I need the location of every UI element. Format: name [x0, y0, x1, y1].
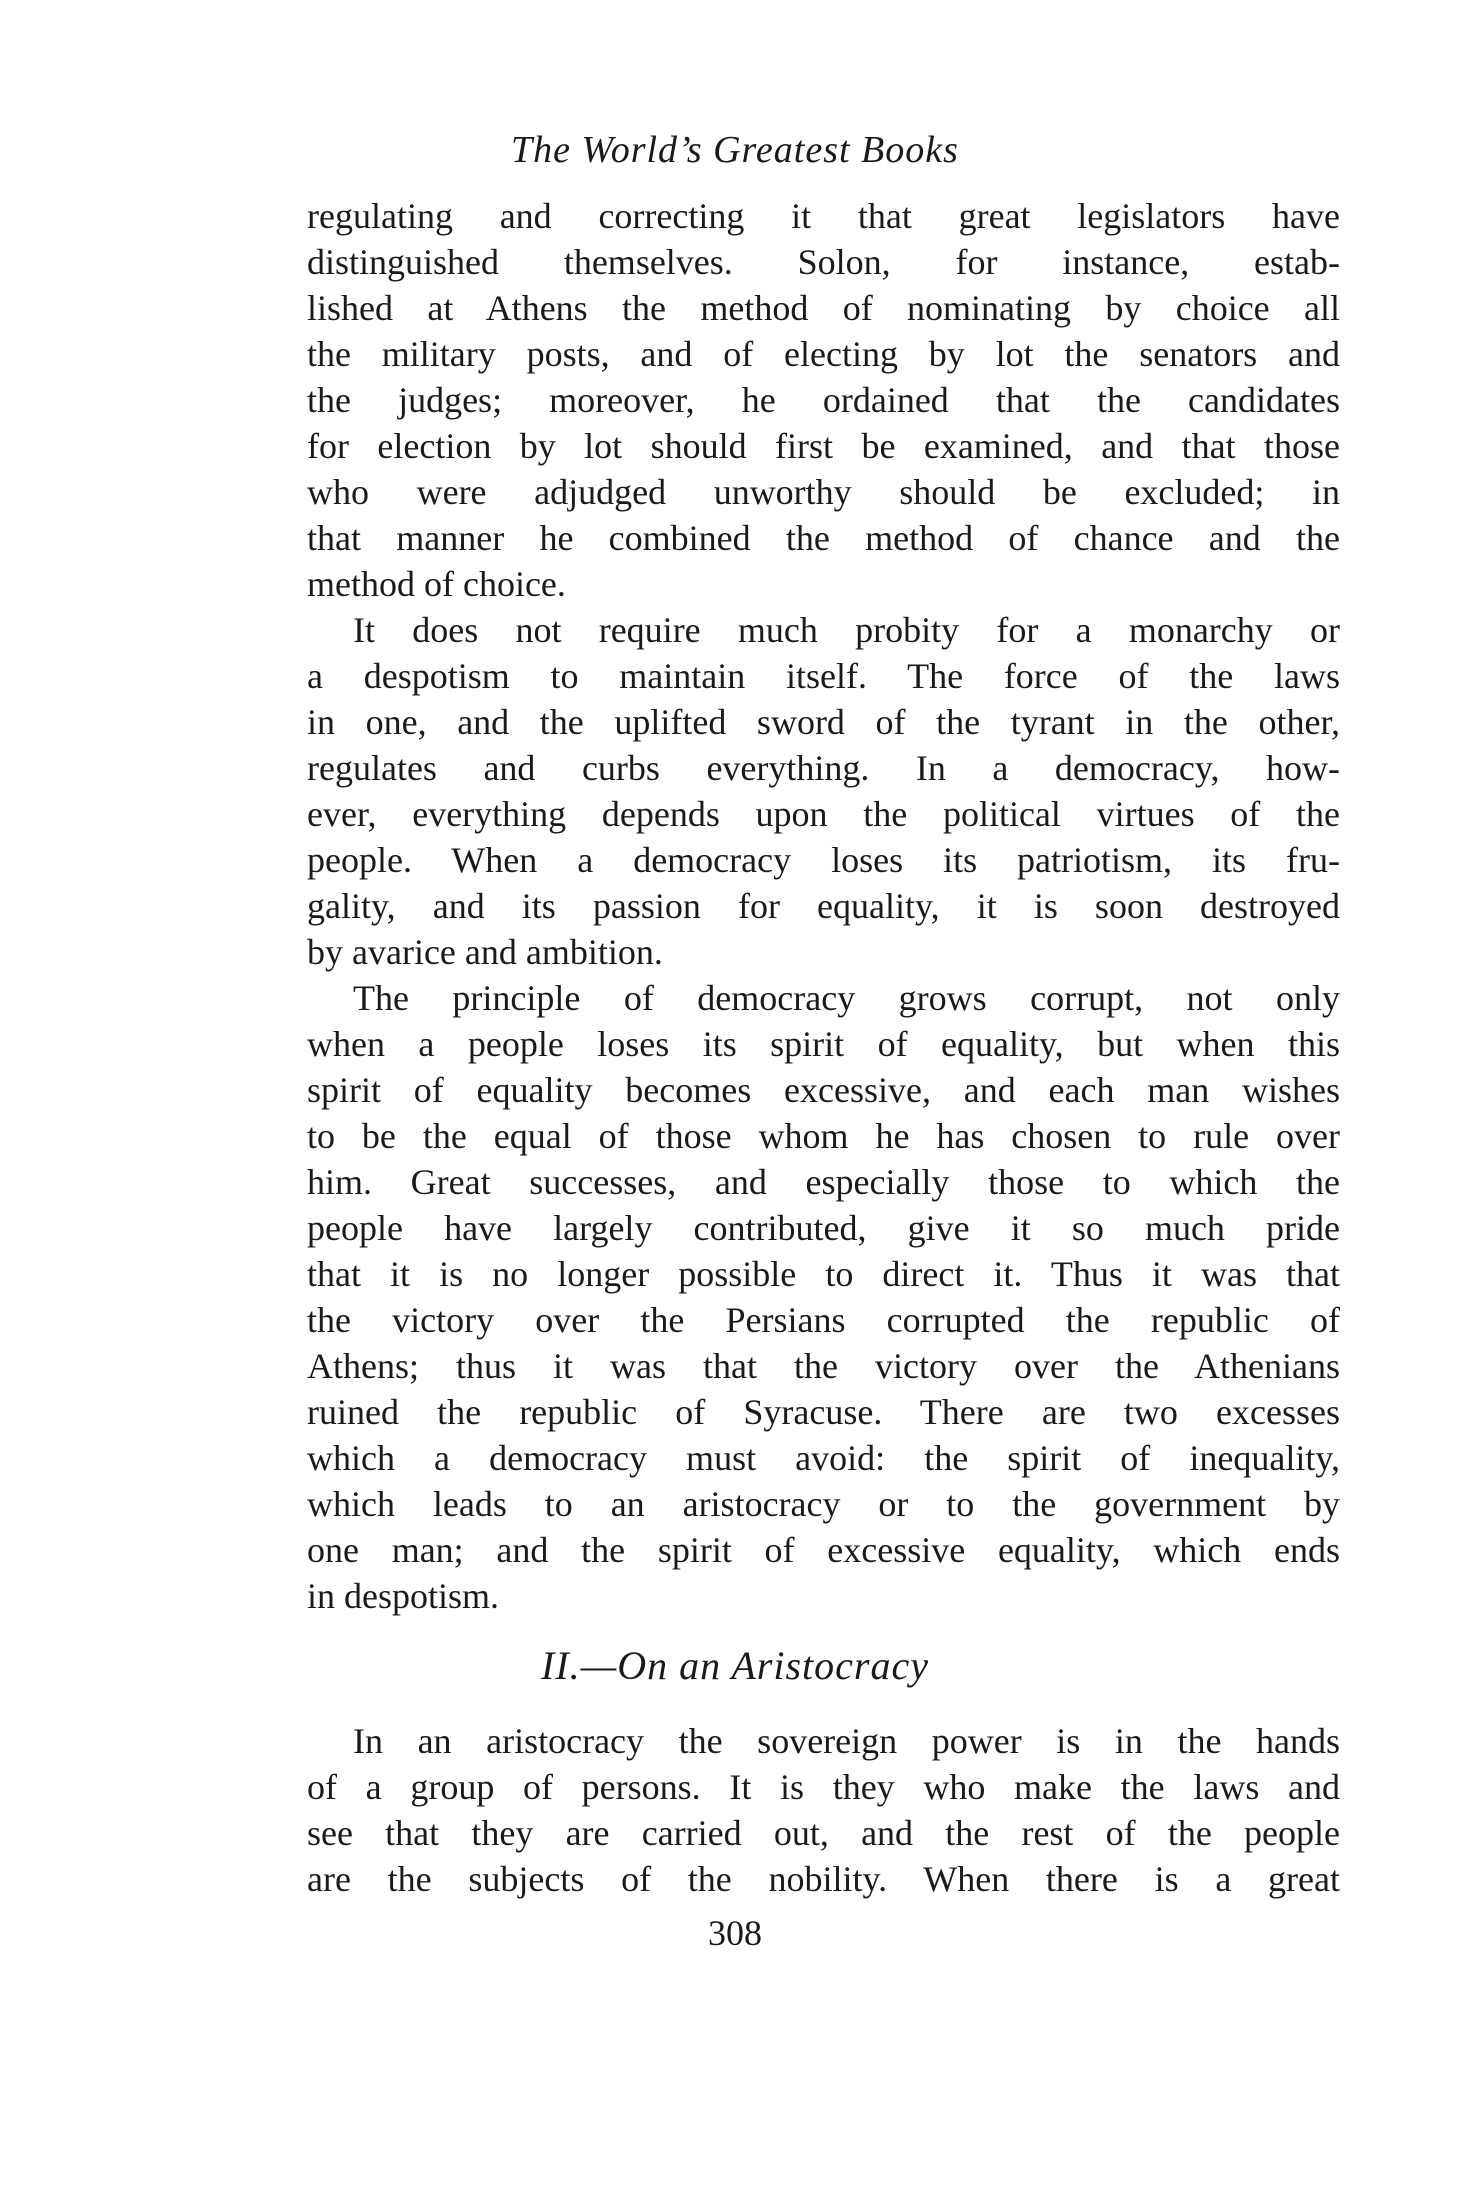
text-line: The principle of democracy grows corrupt, not only — [353, 978, 1340, 1018]
text-line: In an aristocracy the sovereign power is in the hands — [353, 1721, 1340, 1761]
text-line: method of choice. — [307, 564, 566, 604]
text-line: gality, and its passion for equality, it is soon destroyed — [307, 886, 1340, 926]
text-line: that it is no longer possible to direct it. Thus it was that — [307, 1254, 1340, 1294]
text-line: of a group of persons. It is they who make the laws and — [307, 1767, 1340, 1807]
text-line: one man; and the spirit of excessive equality, which ends — [307, 1530, 1340, 1570]
text-line: which leads to an aristocracy or to the government by — [307, 1484, 1340, 1524]
text-line: the victory over the Persians corrupted the republic of — [307, 1300, 1340, 1340]
text-line: who were adjudged unworthy should be excluded; in — [307, 472, 1340, 512]
text-line: regulating and correcting it that great legislators have — [307, 196, 1340, 236]
text-line: It does not require much probity for a monarchy or — [353, 610, 1340, 650]
text-line: distinguished themselves. Solon, for instance, estab- — [307, 242, 1340, 282]
text-line: him. Great successes, and especially those to which the — [307, 1162, 1340, 1202]
text-line: the judges; moreover, he ordained that the candidates — [307, 380, 1340, 420]
text-line: in one, and the uplifted sword of the tyrant in the other, — [307, 702, 1340, 742]
text-line: that manner he combined the method of chance and the — [307, 518, 1340, 558]
page-number: 308 — [708, 1913, 762, 1953]
text-line: which a democracy must avoid: the spirit of inequality, — [307, 1438, 1340, 1478]
text-line: are the subjects of the nobility. When there is a great — [307, 1859, 1340, 1899]
text-line: spirit of equality becomes excessive, and each man wishes — [307, 1070, 1340, 1110]
text-line: a despotism to maintain itself. The force of the laws — [307, 656, 1340, 696]
text-line: in despotism. — [307, 1576, 500, 1616]
text-line: people have largely contributed, give it so much pride — [307, 1208, 1340, 1248]
text-line: Athens; thus it was that the victory over the Athenians — [307, 1346, 1340, 1386]
text-line: for election by lot should first be examined, and that those — [307, 426, 1340, 466]
section-heading: II.—On an Aristocracy — [541, 1643, 929, 1688]
text-line: see that they are carried out, and the rest of the people — [307, 1813, 1340, 1853]
text-line: when a people loses its spirit of equality, but when this — [307, 1024, 1340, 1064]
running-head: The World’s Greatest Books — [511, 129, 959, 171]
text-line: by avarice and ambition. — [307, 932, 663, 972]
text-line: ruined the republic of Syracuse. There are two excesses — [307, 1392, 1340, 1432]
text-line: lished at Athens the method of nominating by choice all — [307, 288, 1340, 328]
text-line: regulates and curbs everything. In a democracy, how- — [307, 748, 1340, 788]
text-line: ever, everything depends upon the political virtues of the — [307, 794, 1340, 834]
text-line: to be the equal of those whom he has chosen to rule over — [307, 1116, 1340, 1156]
text-line: people. When a democracy loses its patriotism, its fru- — [307, 840, 1340, 880]
text-line: the military posts, and of electing by lot the senators and — [307, 334, 1340, 374]
